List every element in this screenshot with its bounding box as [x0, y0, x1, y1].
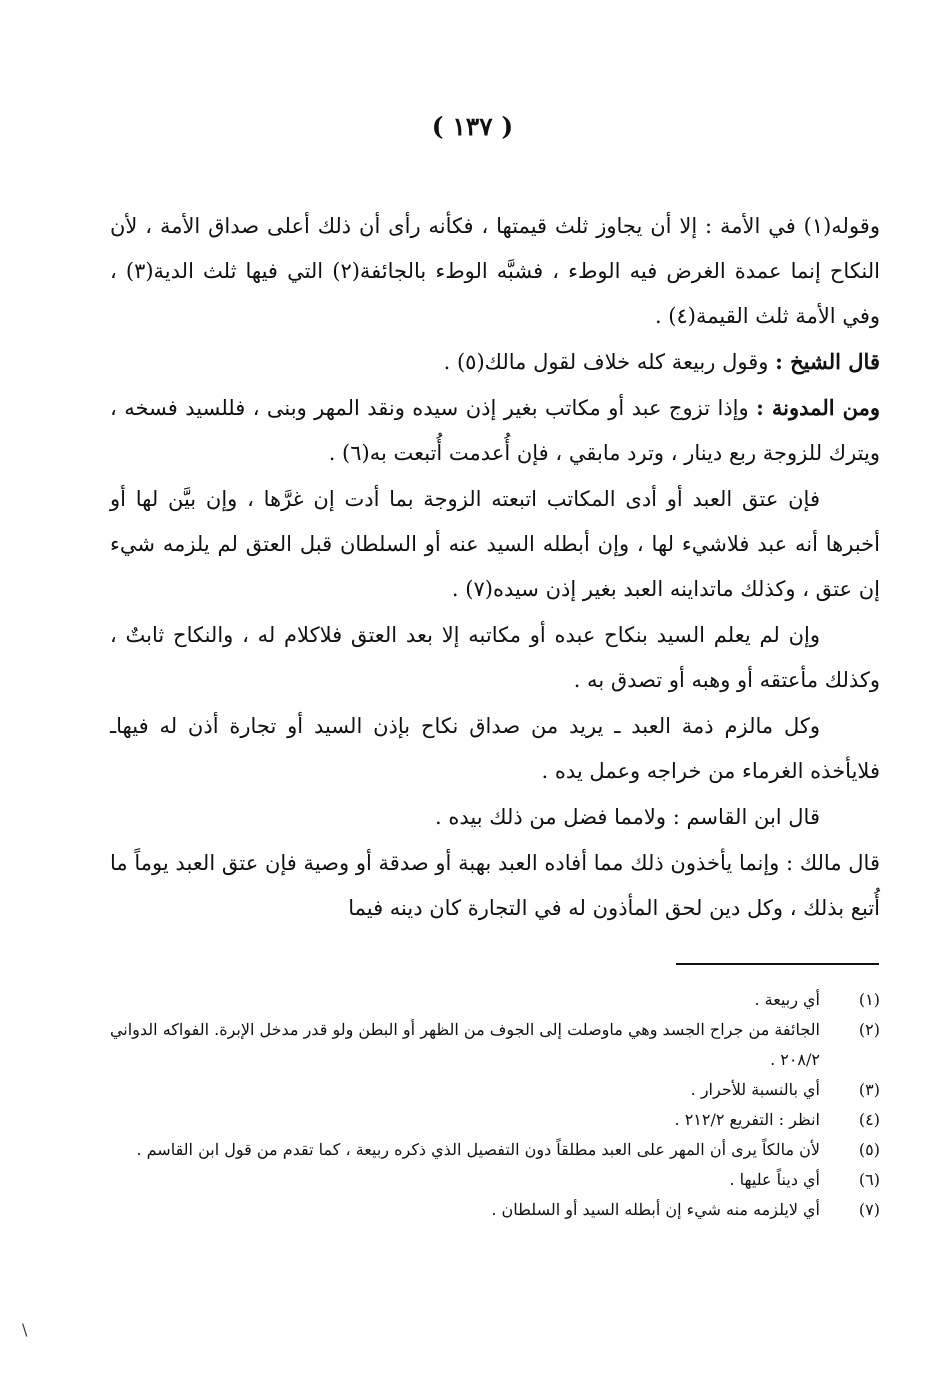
paragraph — [110, 794, 880, 840]
paragraph-text: وإن لم يعلم السيد بنكاح عبده أو مكاتبه إلا بعد العتق فلاكلام له ، والنكاح ثابتٌ ، وكذلك مأعتقه أو وهبه أو تصدق به . — [110, 623, 880, 692]
footnote-text: انظر : التفريع ٢١٢/٢ . — [674, 1110, 820, 1129]
footnote-text: أي ربيعة . — [754, 990, 820, 1009]
footnote — [105, 1165, 880, 1195]
main-text — [110, 203, 880, 931]
footnote-number: (٣) — [858, 1080, 880, 1099]
footnote-number: (١) — [858, 990, 880, 1009]
footnote — [105, 1075, 880, 1105]
paragraph-text: وقوله(١) في الأمة : إلا أن يجاوز ثلث قيمتها ، فكأنه رأى أن ذلك أعلى صداق الأمة ، لأن النكاح إنما عمدة الغرض فيه الوطء ، فشبَّه الوطء بالجائفة(٢) التي فيها ثلث الدية(٣) ، وفي الأمة ثلث القيمة(٤) . — [110, 214, 880, 328]
footnote-text: الجائفة من جراح الجسد وهي ماوصلت إلى الجوف من الظهر أو البطن ولو قدر مدخل الإبرة. الفواكه الدواني ٢٠٨/٢ . — [109, 1020, 820, 1069]
scan-edge-mark: \ — [22, 1320, 28, 1339]
paragraph — [110, 840, 880, 931]
footnote — [105, 1105, 880, 1135]
paragraph — [110, 339, 880, 385]
paragraph — [110, 703, 880, 794]
paragraph — [110, 203, 880, 339]
paragraph-text: قال مالك : وإنما يأخذون ذلك مما أفاده العبد بهبة أو صدقة أو وصية فإن عتق العبد يوماً ما أُتبع بذلك ، وكل دين لحق المأذون له في التجارة كان دينه فيما — [110, 851, 880, 920]
footnote-text: أي بالنسبة للأحرار . — [690, 1080, 820, 1099]
page-number: ( ١٣٧ ) — [431, 112, 514, 141]
footnote-text: أي ديناً عليها . — [729, 1170, 820, 1189]
footnote-divider — [676, 963, 879, 965]
paragraph-text: قال ابن القاسم : ولامما فضل من ذلك بيده . — [435, 805, 820, 829]
paragraph — [110, 612, 880, 703]
footnote-number: (٤) — [858, 1110, 880, 1129]
footnote — [105, 1015, 880, 1075]
footnote-text: لأن مالكاً يرى أن المهر على العبد مطلقاً دون التفصيل الذي ذكره ربيعة ، كما تقدم من قول ابن القاسم . — [136, 1140, 820, 1159]
footnote-number: (٦) — [858, 1170, 880, 1189]
footnote — [105, 985, 880, 1015]
paragraph — [110, 385, 880, 476]
footnote-number: (٥) — [858, 1140, 880, 1159]
paragraph-lead: قال الشيخ : — [775, 349, 880, 374]
paragraph-lead: ومن المدونة : — [756, 395, 880, 420]
footnote-number: (٧) — [858, 1200, 880, 1219]
footnotes — [105, 985, 880, 1225]
footnote-number: (٢) — [858, 1020, 880, 1039]
footnote — [105, 1135, 880, 1165]
paragraph-text: وقول ربيعة كله خلاف لقول مالك(٥) . — [443, 350, 776, 374]
footnote — [105, 1195, 880, 1225]
paragraph-text: فإن عتق العبد أو أدى المكاتب اتبعته الزوجة بما أدت إن غرَّها ، وإن بيَّن لها أو أخبرها أنه عبد فلاشيء لها ، وإن أبطله السيد عنه أو السلطان قبل العتق لم يلزمه شيء إن عتق ، وكذلك ماتداينه العبد بغير إذن سيده(٧) . — [110, 487, 880, 601]
footnote-text: أي لايلزمه منه شيء إن أبطله السيد أو السلطان . — [491, 1200, 820, 1219]
paragraph — [110, 476, 880, 612]
paragraph-text: وإذا تزوج عبد أو مكاتب بغير إذن سيده ونقد المهر وبنى ، فللسيد فسخه ، ويترك للزوجة ربع دينار ، وترد مابقي ، فإن أُعدمت أُتبعت به(٦) . — [110, 396, 880, 465]
paragraph-text: وكل مالزم ذمة العبد ـ يريد من صداق نكاح بإذن السيد أو تجارة أذن له فيهاـ فلايأخذه الغرماء من خراجه وعمل يده . — [110, 714, 880, 783]
